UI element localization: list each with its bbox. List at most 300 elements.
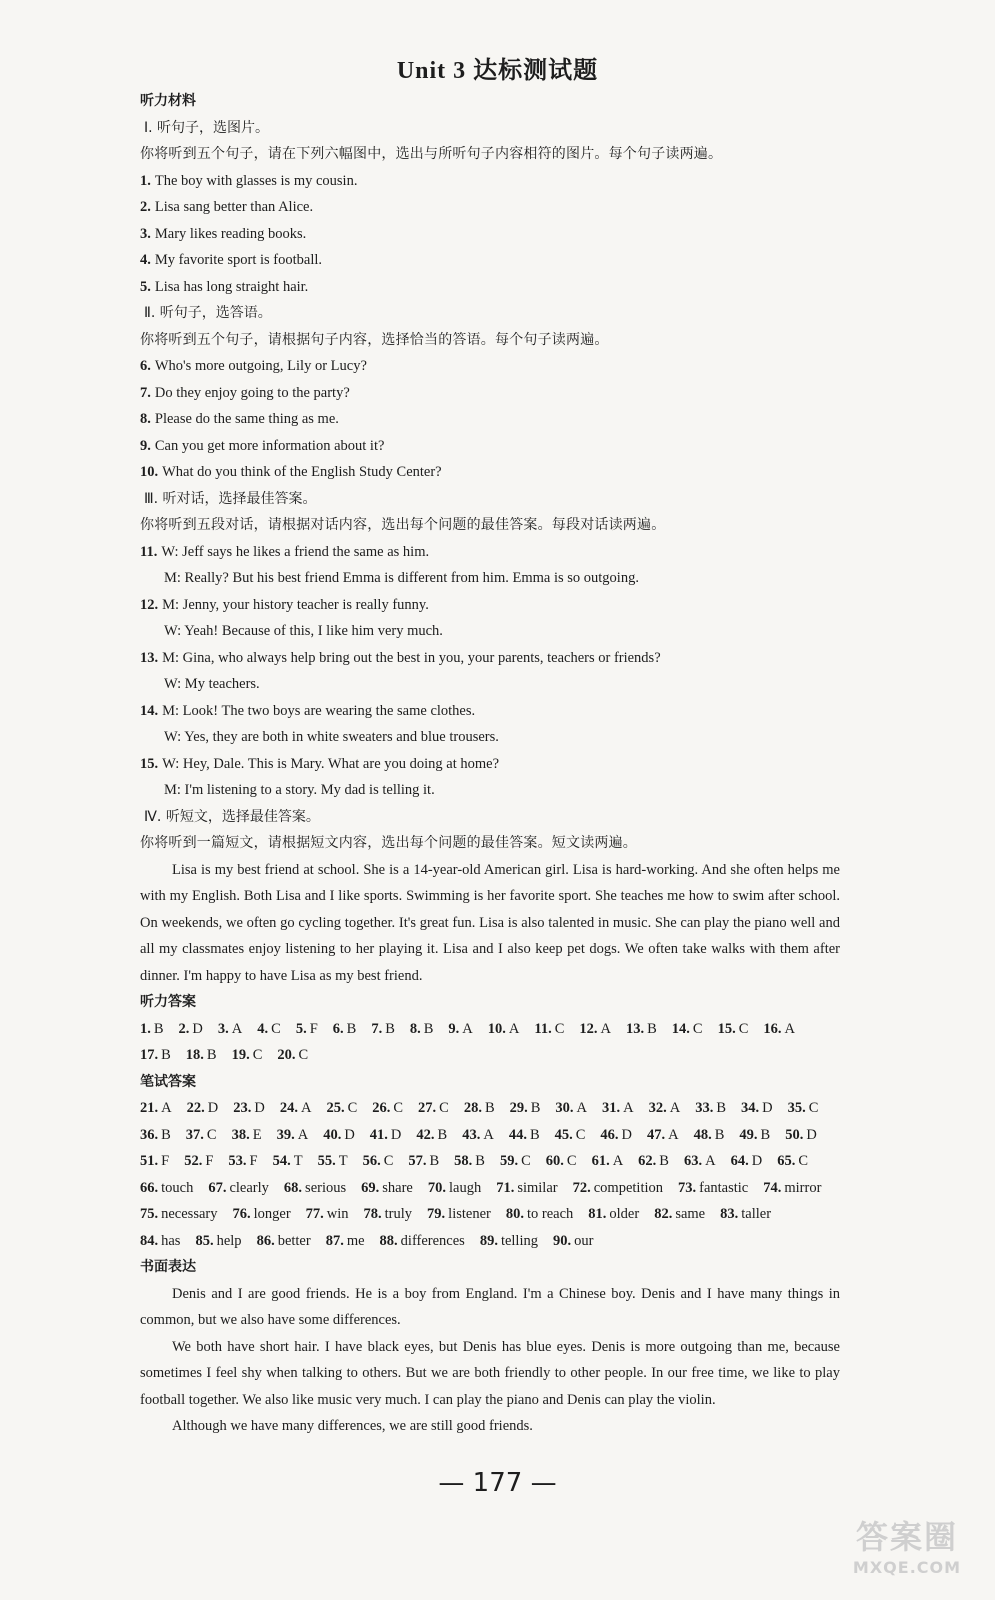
answer-number: 67. — [208, 1179, 227, 1196]
part2-instruction: 你将听到五个句子，请根据句子内容，选择恰当的答语。每个句子读两遍。 — [140, 331, 609, 348]
item-number: 13. — [140, 649, 159, 666]
answer-value: win — [326, 1206, 349, 1222]
dialogue-line — [140, 698, 840, 725]
answer-number: 8. — [409, 1020, 421, 1037]
answer-value: C — [554, 1020, 565, 1037]
answer-number: 55. — [317, 1153, 336, 1169]
answer-item — [140, 1148, 169, 1175]
answer-item — [318, 1148, 348, 1175]
answer-number: 53. — [228, 1153, 247, 1169]
answer-item — [364, 1201, 413, 1228]
answer-value: B — [153, 1020, 164, 1037]
section-heading-listening-answers: 听力答案 — [140, 994, 196, 1010]
dialogue-text: M: Jenny, your history teacher is really funny. — [162, 596, 429, 613]
dialogue-line — [140, 645, 840, 672]
answer-item — [428, 1175, 481, 1202]
answer-value: A — [576, 1100, 588, 1116]
answer-number: 34. — [741, 1100, 760, 1116]
answer-item — [232, 1201, 290, 1228]
answer-number: 65. — [777, 1153, 796, 1169]
answer-item — [785, 1122, 817, 1149]
writing-paragraphs — [140, 1281, 840, 1440]
answer-item — [333, 1016, 357, 1043]
answer-value: B — [530, 1100, 541, 1116]
dialogue-line — [140, 592, 840, 619]
answer-value: B — [647, 1020, 657, 1037]
answer-number: 4. — [257, 1020, 269, 1037]
answer-value: F — [309, 1020, 318, 1037]
answer-item — [602, 1095, 634, 1122]
answer-number: 30. — [555, 1100, 574, 1116]
answer-number: 5. — [295, 1020, 307, 1037]
part3-instruction: 你将听到五段对话，请根据对话内容，选出每个问题的最佳答案。每段对话读两遍。 — [140, 517, 666, 533]
part4-label: Ⅳ. 听短文，选择最佳答案。 — [144, 808, 320, 825]
section-heading-writing: 书面表达 — [140, 1259, 196, 1275]
answer-value: clearly — [229, 1179, 269, 1196]
answer-value: C — [521, 1153, 531, 1169]
answer-number: 31. — [602, 1100, 621, 1116]
answer-number: 10. — [487, 1020, 506, 1037]
dialogue-text: W: Hey, Dale. This is Mary. What are you doing at home? — [162, 755, 500, 772]
answer-item — [739, 1122, 770, 1149]
answer-number: 81. — [588, 1206, 607, 1222]
item-text: Mary likes reading books. — [154, 225, 307, 242]
part4-passage: Lisa is my best friend at school. She is a 14-year-old American girl. Lisa is hard-working. And she often helps me with my English. Both Lisa and I like sports. Swimming is her favorite sport. She teaches me how to swim after school. On weekends, we often go cycling together. It's great fun. Lisa is also talented in music. She can play the piano well and all my classmates enjoy listening to her playing it. Lisa and I also keep pet dogs. We often take walks with them after dinner. I'm happy to have Lisa as my best friend. — [140, 861, 840, 984]
answer-number: 72. — [572, 1179, 591, 1196]
answer-value: longer — [253, 1206, 291, 1222]
answer-item — [649, 1095, 681, 1122]
answer-item — [233, 1095, 265, 1122]
item-number: 1. — [140, 172, 151, 189]
answer-value: B — [346, 1020, 357, 1037]
dialogue-line: W: Yeah! Because of this, I like him very much. — [164, 623, 443, 639]
answer-item — [218, 1016, 242, 1043]
answer-number: 27. — [418, 1100, 437, 1116]
answer-value: taller — [741, 1206, 772, 1222]
listening-sentence — [140, 380, 840, 407]
answer-number: 77. — [305, 1206, 324, 1222]
answer-number: 59. — [499, 1153, 519, 1169]
answer-value: A — [612, 1153, 624, 1169]
answer-value: better — [277, 1232, 311, 1249]
answer-number: 58. — [454, 1153, 473, 1169]
answer-value: share — [382, 1179, 413, 1196]
answer-value: A — [623, 1100, 634, 1116]
dialogue-line — [140, 539, 840, 566]
answer-value: F — [205, 1153, 214, 1169]
item-number: 2. — [140, 199, 151, 215]
item-text: Can you get more information about it? — [154, 437, 385, 454]
answer-value: serious — [305, 1179, 347, 1196]
answer-value: T — [338, 1153, 348, 1169]
item-number: 12. — [140, 596, 159, 613]
part3-dialogues — [140, 539, 840, 804]
answer-value: A — [668, 1126, 679, 1143]
answer-item — [277, 1042, 308, 1069]
answer-item — [416, 1122, 447, 1149]
answer-item — [588, 1201, 639, 1228]
listening-sentence — [140, 459, 840, 486]
page-title: Unit 3 达标测试题 — [396, 58, 599, 84]
answer-number: 23. — [233, 1100, 252, 1116]
answer-item — [408, 1148, 439, 1175]
answer-number: 35. — [787, 1100, 806, 1116]
answer-number: 79. — [427, 1206, 446, 1222]
answer-value: D — [621, 1126, 633, 1143]
answer-value: B — [429, 1153, 440, 1169]
answer-value: D — [806, 1126, 817, 1143]
answer-value: C — [566, 1153, 577, 1169]
watermark-bottom-text: MXQE.COM — [852, 1558, 962, 1577]
answer-value: laugh — [448, 1179, 482, 1196]
answer-number: 52. — [184, 1153, 203, 1169]
answer-number: 21. — [140, 1100, 159, 1116]
answer-number: 12. — [579, 1020, 598, 1037]
item-number: 8. — [140, 411, 151, 427]
answer-number: 20. — [277, 1047, 296, 1063]
answer-item — [232, 1042, 263, 1069]
answer-value: C — [271, 1020, 281, 1037]
listening-sentence — [140, 221, 840, 248]
answer-value: mirror — [784, 1179, 822, 1196]
answer-value: to reach — [526, 1206, 574, 1222]
answer-item — [718, 1016, 749, 1043]
answer-item — [579, 1016, 611, 1043]
answer-item — [179, 1016, 203, 1043]
answer-value: competition — [593, 1179, 663, 1196]
answer-number: 45. — [554, 1126, 573, 1143]
answer-number: 66. — [140, 1179, 159, 1196]
answer-value: B — [484, 1100, 495, 1116]
answer-item — [694, 1122, 725, 1149]
writing-paragraph: Denis and I are good friends. He is a boy from England. I'm a Chinese boy. Denis and I have many things in common, but we also have some differences. — [140, 1285, 840, 1328]
answer-item — [553, 1228, 593, 1255]
answer-number: 86. — [256, 1232, 275, 1249]
dialogue-line: W: My teachers. — [164, 676, 260, 692]
answer-number: 51. — [140, 1153, 159, 1169]
answer-number: 14. — [671, 1020, 690, 1037]
part2-label: Ⅱ. 听句子，选答语。 — [144, 305, 272, 321]
answer-number: 76. — [232, 1206, 251, 1222]
answer-value: A — [300, 1100, 312, 1116]
answer-item — [195, 1228, 241, 1255]
answer-number: 1. — [140, 1020, 151, 1037]
answer-number: 3. — [217, 1020, 229, 1037]
answer-number: 9. — [448, 1020, 460, 1037]
answer-item — [462, 1122, 494, 1149]
answer-value: C — [206, 1126, 217, 1143]
answer-value: B — [161, 1047, 171, 1063]
answer-number: 69. — [361, 1179, 380, 1196]
answer-value: C — [347, 1100, 358, 1116]
answer-number: 32. — [648, 1100, 667, 1116]
answer-item — [361, 1175, 413, 1202]
listening-sentence — [140, 247, 840, 274]
answer-value: similar — [517, 1179, 558, 1196]
answer-value: has — [161, 1232, 181, 1249]
answer-item — [731, 1148, 763, 1175]
listening-sentence — [140, 194, 840, 221]
answer-value: touch — [161, 1179, 194, 1196]
item-number: 3. — [140, 225, 151, 242]
answer-number: 50. — [785, 1126, 804, 1143]
answer-item — [140, 1175, 193, 1202]
answer-item — [410, 1016, 434, 1043]
answer-item — [500, 1148, 531, 1175]
answer-item — [418, 1095, 449, 1122]
answer-item — [186, 1042, 217, 1069]
answer-value: C — [383, 1153, 394, 1169]
answer-value: C — [808, 1100, 819, 1116]
part2-items — [140, 353, 840, 486]
dialogue-line: M: I'm listening to a story. My dad is telling it. — [164, 782, 435, 798]
answer-number: 70. — [427, 1179, 446, 1196]
answer-item — [672, 1016, 703, 1043]
answer-item — [510, 1095, 541, 1122]
answer-number: 18. — [185, 1047, 204, 1063]
answer-number: 75. — [140, 1206, 159, 1222]
answer-number: 16. — [763, 1020, 782, 1037]
answer-item — [600, 1122, 632, 1149]
answer-item — [380, 1228, 465, 1255]
answer-item — [323, 1122, 355, 1149]
writing-paragraph: We both have short hair. I have black eyes, but Denis has blue eyes. Denis is more outgoing than me, because sometimes I feel shy when talking to others. But we are both friendly to other people. In our free time, we like to play football together. We also like music very much. I can play the piano and Denis can play the violin. — [140, 1338, 840, 1408]
answer-value: B — [760, 1126, 771, 1143]
answer-item — [763, 1175, 821, 1202]
answer-item — [427, 1201, 491, 1228]
answer-value: fantastic — [699, 1179, 749, 1196]
listening-sentence — [140, 274, 840, 301]
answer-item — [140, 1228, 180, 1255]
listening-answers-list — [140, 1016, 840, 1069]
item-text: My favorite sport is football. — [154, 252, 323, 268]
answer-number: 42. — [416, 1126, 435, 1143]
answer-number: 26. — [372, 1100, 391, 1116]
answer-item — [184, 1148, 213, 1175]
answer-value: C — [692, 1020, 703, 1037]
answer-item — [720, 1201, 771, 1228]
answer-number: 49. — [739, 1126, 758, 1143]
answer-item — [534, 1016, 564, 1043]
answer-item — [678, 1175, 748, 1202]
answer-value: B — [161, 1126, 171, 1143]
written-answers-list — [140, 1095, 840, 1254]
answer-number: 78. — [363, 1206, 382, 1222]
answer-item — [140, 1201, 217, 1228]
item-number: 14. — [140, 702, 159, 719]
answer-item — [372, 1095, 403, 1122]
answer-item — [284, 1175, 346, 1202]
answer-value: B — [385, 1020, 395, 1037]
answer-item — [506, 1201, 573, 1228]
answer-value: C — [798, 1153, 808, 1169]
answer-item — [140, 1042, 171, 1069]
item-text: Please do the same thing as me. — [154, 411, 339, 427]
answer-value: T — [293, 1153, 303, 1169]
answer-number: 89. — [479, 1232, 498, 1249]
answer-number: 46. — [600, 1126, 619, 1143]
answer-value: A — [462, 1020, 473, 1037]
answer-number: 88. — [379, 1232, 398, 1249]
item-number: 4. — [140, 252, 151, 268]
answer-number: 13. — [625, 1020, 645, 1037]
answer-number: 62. — [638, 1153, 657, 1169]
writing-paragraph: Although we have many differences, we are still good friends. — [172, 1418, 533, 1434]
answer-number: 25. — [326, 1100, 345, 1116]
item-text: The boy with glasses is my cousin. — [154, 172, 358, 189]
answer-value: D — [207, 1100, 219, 1116]
answer-number: 74. — [763, 1179, 782, 1196]
answer-item — [448, 1016, 472, 1043]
dialogue-text: M: Gina, who always help bring out the best in you, your parents, teachers or friends? — [162, 649, 661, 666]
answer-item — [555, 1122, 586, 1149]
answer-value: B — [206, 1047, 217, 1063]
answer-value: C — [575, 1126, 586, 1143]
watermark-logo — [837, 1512, 977, 1582]
dialogue-text: W: Jeff says he likes a friend the same as him. — [161, 543, 430, 560]
answer-number: 63. — [683, 1153, 703, 1169]
answer-value: D — [344, 1126, 355, 1143]
answer-value: B — [423, 1020, 434, 1037]
answer-item — [140, 1095, 172, 1122]
answer-item — [326, 1095, 357, 1122]
answer-value: necessary — [161, 1206, 218, 1222]
item-text: Lisa has long straight hair. — [154, 278, 309, 295]
answer-number: 37. — [185, 1126, 204, 1143]
answer-number: 57. — [408, 1153, 427, 1169]
answer-number: 48. — [693, 1126, 712, 1143]
answer-item — [684, 1148, 716, 1175]
answer-value: truly — [384, 1206, 413, 1222]
answer-number: 82. — [654, 1206, 673, 1222]
answer-value: differences — [400, 1232, 465, 1249]
part1-label: Ⅰ. 听句子，选图片。 — [144, 119, 270, 136]
answer-item — [273, 1148, 303, 1175]
answer-number: 38. — [231, 1126, 250, 1143]
page-number: — 177 — — [438, 1468, 557, 1498]
answer-number: 15. — [717, 1020, 736, 1037]
answer-value: me — [346, 1232, 365, 1249]
answer-number: 68. — [283, 1179, 303, 1196]
answer-item — [140, 1016, 164, 1043]
item-number: 15. — [140, 755, 159, 772]
answer-item — [277, 1122, 309, 1149]
answer-number: 90. — [553, 1232, 572, 1249]
listening-sentence — [140, 406, 840, 433]
answer-item — [306, 1201, 349, 1228]
answer-number: 47. — [647, 1126, 666, 1143]
answer-number: 85. — [195, 1232, 214, 1249]
answer-item — [363, 1148, 394, 1175]
answer-value: B — [529, 1126, 540, 1143]
answer-number: 7. — [371, 1020, 383, 1037]
answer-number: 61. — [591, 1153, 610, 1169]
answer-item — [186, 1122, 217, 1149]
answer-item — [140, 1122, 171, 1149]
answer-number: 36. — [140, 1126, 159, 1143]
answer-number: 6. — [332, 1020, 344, 1037]
answer-number: 33. — [695, 1100, 714, 1116]
page-content — [140, 88, 840, 1440]
answer-item — [647, 1122, 679, 1149]
dialogue-line — [140, 751, 840, 778]
answer-item — [788, 1095, 819, 1122]
answer-item — [228, 1148, 257, 1175]
section-heading-listening-material: 听力材料 — [140, 93, 196, 109]
answer-value: D — [254, 1100, 265, 1116]
answer-value: F — [249, 1153, 258, 1169]
answer-number: 19. — [231, 1047, 250, 1063]
answer-number: 11. — [534, 1020, 552, 1037]
part3-label: Ⅲ. 听对话，选择最佳答案。 — [144, 490, 317, 507]
answer-item — [509, 1122, 540, 1149]
answer-item — [592, 1148, 624, 1175]
answer-number: 17. — [140, 1047, 159, 1063]
answer-item — [280, 1095, 312, 1122]
answer-number: 24. — [279, 1100, 298, 1116]
item-number: 7. — [140, 384, 151, 401]
answer-number: 40. — [323, 1126, 342, 1143]
item-number: 6. — [140, 358, 151, 374]
answer-value: A — [600, 1020, 611, 1037]
answer-item — [257, 1228, 311, 1255]
answer-value: D — [751, 1153, 763, 1169]
answer-number: 84. — [140, 1232, 159, 1249]
part4-instruction: 你将听到一篇短文，请根据短文内容，选出每个问题的最佳答案。短文读两遍。 — [140, 835, 637, 851]
answer-value: help — [216, 1232, 242, 1249]
answer-value: C — [738, 1020, 749, 1037]
answer-item — [232, 1122, 262, 1149]
answer-value: B — [475, 1153, 485, 1169]
answer-item — [326, 1228, 365, 1255]
item-text: What do you think of the English Study Center? — [162, 464, 442, 480]
answer-item — [546, 1148, 577, 1175]
answer-item — [371, 1016, 395, 1043]
answer-value: A — [784, 1020, 795, 1037]
answer-item — [488, 1016, 520, 1043]
answer-item — [454, 1148, 485, 1175]
item-text: Lisa sang better than Alice. — [154, 199, 314, 215]
answer-item — [296, 1016, 318, 1043]
answer-value: listener — [448, 1206, 491, 1222]
answer-item — [626, 1016, 657, 1043]
answer-value: A — [669, 1100, 681, 1116]
watermark-top-text: 答案圈 — [855, 1518, 958, 1556]
answer-value: E — [252, 1126, 262, 1143]
answer-value: A — [705, 1153, 716, 1169]
answer-item — [496, 1175, 557, 1202]
answer-item — [741, 1095, 773, 1122]
item-text: Who's more outgoing, Lily or Lucy? — [154, 358, 367, 374]
answer-value: our — [574, 1232, 594, 1249]
answer-number: 39. — [276, 1126, 295, 1143]
answer-item — [257, 1016, 281, 1043]
answer-value: D — [762, 1100, 773, 1116]
answer-number: 56. — [362, 1153, 381, 1169]
listening-sentence — [140, 168, 840, 195]
answer-value: C — [298, 1047, 309, 1063]
answer-value: B — [716, 1100, 727, 1116]
answer-value: F — [161, 1153, 170, 1169]
answer-item — [370, 1122, 402, 1149]
answer-number: 28. — [463, 1100, 482, 1116]
answer-item — [654, 1201, 705, 1228]
answer-item — [763, 1016, 795, 1043]
section-heading-written-answers: 笔试答案 — [140, 1073, 196, 1090]
answer-number: 41. — [369, 1126, 388, 1143]
answer-item — [777, 1148, 808, 1175]
answer-value: B — [714, 1126, 725, 1143]
